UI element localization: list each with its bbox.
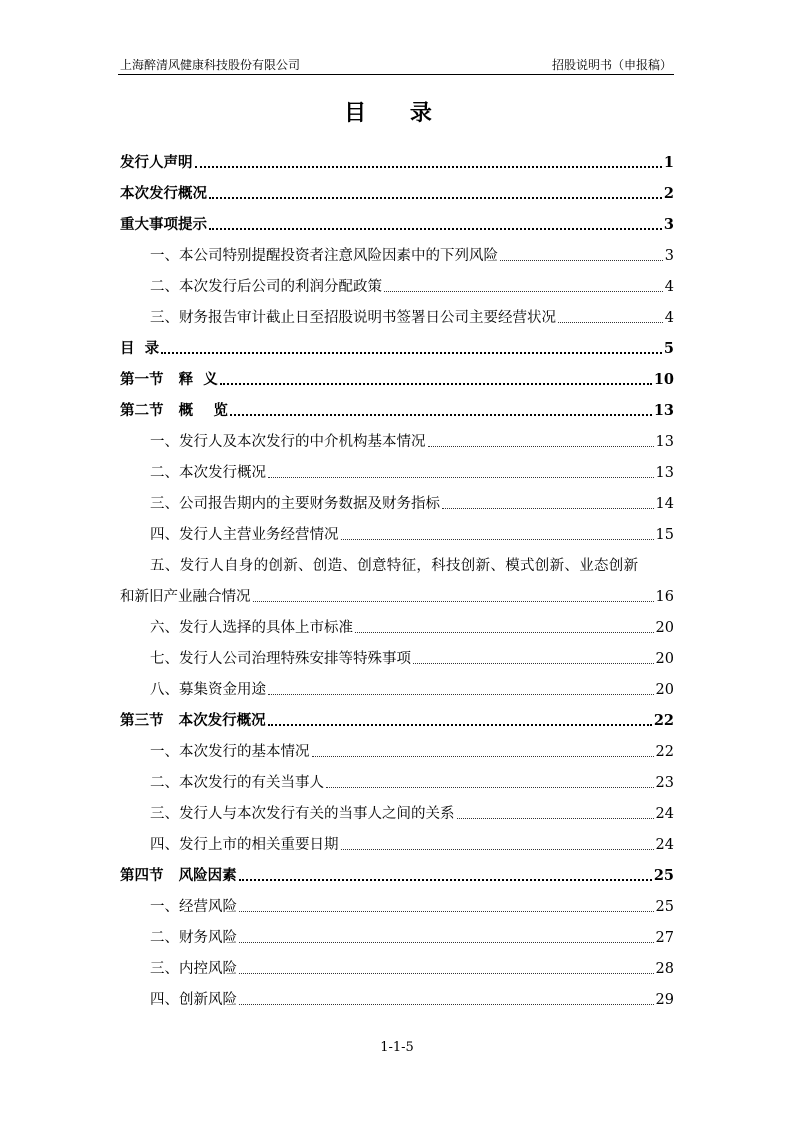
toc-entry[interactable] (120, 978, 674, 1009)
page-title: 目 录 (344, 100, 450, 126)
toc-entry[interactable] (120, 234, 674, 265)
toc-entry[interactable] (120, 792, 674, 823)
table-of-contents (120, 141, 674, 1009)
dot-leader (253, 601, 654, 602)
toc-section-entry[interactable] (120, 327, 674, 358)
toc-entry-text: 二、财务风险 (150, 930, 237, 946)
toc-page-number: 24 (655, 837, 674, 853)
dot-leader (355, 632, 654, 633)
toc-page-number: 22 (655, 744, 674, 760)
dot-leader (442, 508, 654, 509)
dot-leader (326, 787, 654, 788)
toc-section-entry[interactable] (120, 389, 674, 420)
toc-entry-text: 发行人声明 (120, 154, 193, 171)
toc-page-number: 24 (655, 806, 674, 822)
toc-page-number: 20 (655, 620, 674, 636)
dot-leader (220, 383, 652, 385)
dot-leader (230, 414, 652, 416)
toc-entry-text: 八、募集资金用途 (150, 682, 266, 698)
toc-page-number: 16 (655, 589, 674, 605)
toc-page-number: 20 (655, 682, 674, 698)
toc-section-entry[interactable] (120, 141, 674, 172)
toc-entry-text: 本次发行概况 (120, 185, 207, 202)
toc-page-number: 20 (655, 651, 674, 667)
dot-leader (413, 663, 654, 664)
dot-leader (268, 477, 654, 478)
toc-entry-text: 七、发行人公司治理特殊安排等特殊事项 (150, 651, 411, 667)
toc-entry-text: 第一节 释 义 (120, 371, 218, 388)
toc-entry-text: 五、发行人自身的创新、创造、创意特征，科技创新、模式创新、业态创新 (150, 558, 639, 574)
page-number: 1-1-5 (380, 1040, 414, 1055)
toc-page-number: 1 (663, 154, 674, 171)
toc-section-entry[interactable] (120, 699, 674, 730)
toc-page-number: 4 (664, 279, 674, 295)
toc-page-number: 27 (655, 930, 674, 946)
toc-section-entry[interactable] (120, 854, 674, 885)
toc-page-number: 13 (655, 465, 674, 481)
toc-section-entry[interactable] (120, 172, 674, 203)
dot-leader (428, 446, 654, 447)
toc-page-number: 3 (663, 216, 674, 233)
toc-page-number: 25 (653, 867, 674, 884)
toc-page-number: 14 (655, 496, 674, 512)
toc-entry-text: 第二节 概 览 (120, 402, 228, 419)
toc-entry[interactable] (120, 482, 674, 513)
toc-entry[interactable] (120, 947, 674, 978)
toc-section-entry[interactable] (120, 358, 674, 389)
toc-entry-text: 一、本公司特别提醒投资者注意风险因素中的下列风险 (150, 248, 498, 264)
toc-entry-text: 三、发行人与本次发行有关的当事人之间的关系 (150, 806, 455, 822)
dot-leader (384, 291, 663, 292)
toc-page-number: 15 (655, 527, 674, 543)
toc-entry[interactable] (120, 761, 674, 792)
dot-leader (195, 166, 662, 168)
toc-entry[interactable] (120, 668, 674, 699)
toc-entry-text: 第四节 风险因素 (120, 867, 237, 884)
toc-entry[interactable] (120, 885, 674, 916)
toc-entry[interactable] (120, 823, 674, 854)
toc-page-number: 2 (663, 185, 674, 202)
toc-page-number: 22 (653, 712, 674, 729)
toc-entry-text: 和新旧产业融合情况 (120, 589, 251, 605)
toc-page-number: 29 (655, 992, 674, 1008)
dot-leader (558, 322, 663, 323)
header-divider (118, 74, 674, 75)
dot-leader (312, 756, 654, 757)
toc-entry-text: 目 录 (120, 340, 160, 357)
toc-page-number: 5 (663, 340, 674, 357)
toc-page-number: 10 (653, 371, 674, 388)
dot-leader (239, 1004, 654, 1005)
toc-entry[interactable] (120, 451, 674, 482)
toc-entry-continuation[interactable] (120, 575, 674, 606)
dot-leader (341, 539, 654, 540)
header-company-name: 上海醉清风健康科技股份有限公司 (120, 58, 301, 72)
page-header (118, 56, 674, 74)
toc-page-number: 3 (664, 248, 674, 264)
dot-leader (268, 694, 654, 695)
toc-entry-text: 二、本次发行概况 (150, 465, 266, 481)
dot-leader (239, 879, 652, 881)
toc-entry[interactable] (120, 730, 674, 761)
header-document-type: 招股说明书（申报稿） (551, 58, 672, 72)
toc-entry[interactable] (120, 606, 674, 637)
toc-entry[interactable] (120, 265, 674, 296)
dot-leader (239, 911, 654, 912)
toc-entry[interactable] (120, 296, 674, 327)
toc-entry-text: 三、财务报告审计截止日至招股说明书签署日公司主要经营状况 (150, 310, 556, 326)
toc-section-entry[interactable] (120, 203, 674, 234)
toc-entry-text: 三、公司报告期内的主要财务数据及财务指标 (150, 496, 440, 512)
toc-entry[interactable] (120, 513, 674, 544)
toc-entry-text: 一、经营风险 (150, 899, 237, 915)
dot-leader (500, 260, 663, 261)
toc-entry-text: 第三节 本次发行概况 (120, 712, 266, 729)
toc-entry-text: 一、本次发行的基本情况 (150, 744, 310, 760)
dot-leader (209, 197, 662, 199)
dot-leader (239, 942, 654, 943)
toc-page-number: 28 (655, 961, 674, 977)
toc-entry[interactable] (120, 420, 674, 451)
toc-entry[interactable] (120, 637, 674, 668)
toc-page-number: 23 (655, 775, 674, 791)
toc-entry-text: 重大事项提示 (120, 216, 207, 233)
toc-entry-text: 四、发行上市的相关重要日期 (150, 837, 339, 853)
toc-entry[interactable] (120, 916, 674, 947)
dot-leader (268, 724, 652, 726)
toc-page-number: 4 (664, 310, 674, 326)
toc-entry-text: 三、内控风险 (150, 961, 237, 977)
dot-leader (457, 818, 654, 819)
toc-entry-text: 四、发行人主营业务经营情况 (150, 527, 339, 543)
toc-entry-text: 一、发行人及本次发行的中介机构基本情况 (150, 434, 426, 450)
toc-entry[interactable] (120, 544, 674, 575)
toc-entry-text: 二、本次发行后公司的利润分配政策 (150, 279, 382, 295)
toc-entry-text: 六、发行人选择的具体上市标准 (150, 620, 353, 636)
toc-page-number: 25 (655, 899, 674, 915)
toc-entry-text: 四、创新风险 (150, 992, 237, 1008)
dot-leader (209, 228, 662, 230)
dot-leader (161, 352, 662, 354)
dot-leader (239, 973, 654, 974)
toc-entry-text: 二、本次发行的有关当事人 (150, 775, 324, 791)
dot-leader (341, 849, 654, 850)
toc-page-number: 13 (655, 434, 674, 450)
toc-page-number: 13 (653, 402, 674, 419)
